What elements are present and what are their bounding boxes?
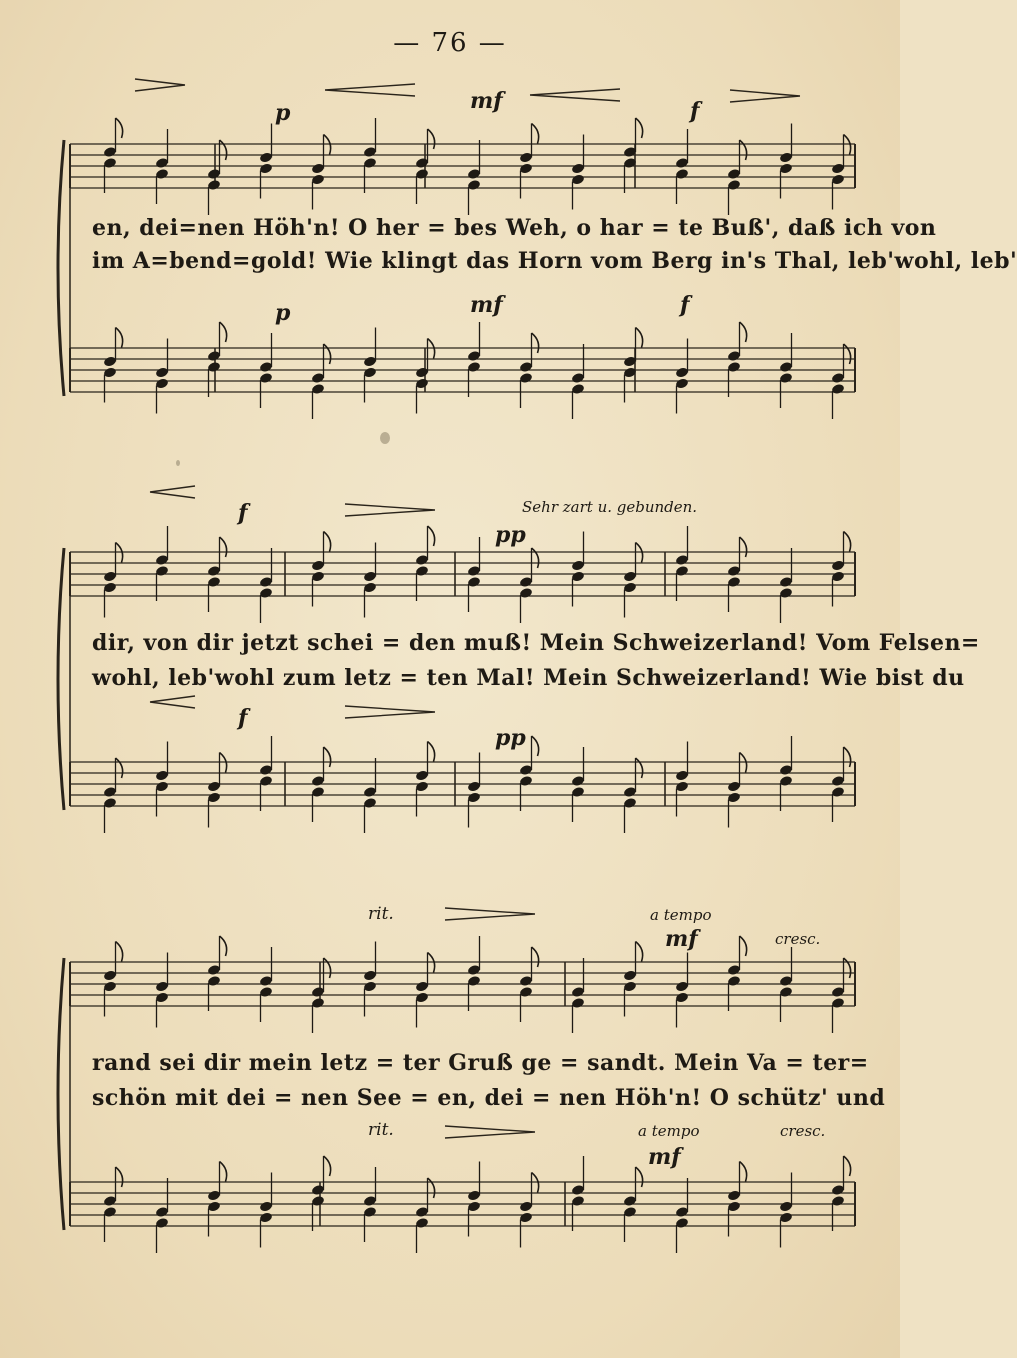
lyric-line-1: rand sei dir mein letz = ter Gruß ge = sandt. Mein Va = ter= [92, 1050, 869, 1076]
paper-stain [380, 432, 390, 444]
staff-2-1 [70, 1156, 855, 1253]
dynamic-mark: pp [495, 522, 526, 548]
lyric-line-1: en, dei=nen Höh'n! O her = bes Weh, o har = te Buß', daß ich von [92, 215, 937, 241]
note-flag [532, 947, 539, 967]
dynamic-mark: mf [470, 292, 503, 318]
staff-2-0 [70, 936, 855, 1033]
note-flag [324, 747, 331, 767]
note-flag [844, 1156, 851, 1176]
crescendo-hairpin [325, 84, 415, 96]
tempo-marking: cresc. [780, 1122, 826, 1140]
crescendo-hairpin [530, 89, 620, 101]
tempo-marking: cresc. [775, 930, 821, 948]
note-flag [428, 1178, 435, 1198]
music-system-1 [50, 70, 1017, 420]
note-flag [220, 936, 227, 956]
paper-stain [176, 460, 180, 466]
system-brace [58, 958, 64, 1230]
note-flag [116, 1167, 123, 1187]
tempo-marking: a tempo [650, 906, 712, 924]
dynamic-mark: mf [665, 926, 698, 952]
music-system-2 [50, 480, 980, 840]
note-flag [116, 118, 123, 138]
staff-0-0 [70, 118, 855, 215]
note-flag [220, 1162, 227, 1182]
crescendo-hairpin [150, 486, 195, 498]
note-flag [220, 140, 227, 160]
note-flag [324, 958, 331, 978]
dynamic-mark: f [238, 705, 248, 731]
note-flag [428, 129, 435, 149]
page-number: — 76 — [393, 28, 507, 58]
note-flag [116, 758, 123, 778]
note-flag [636, 1167, 643, 1187]
note-flag [220, 322, 227, 342]
lyric-line-2: wohl, leb'wohl zum letz = ten Mal! Mein Schweizerland! Wie bist du [92, 665, 965, 691]
staff-drawing [50, 480, 980, 840]
crescendo-hairpin [150, 696, 195, 708]
decrescendo-hairpin [730, 90, 800, 102]
note-flag [116, 942, 123, 962]
note-flag [844, 958, 851, 978]
tempo-marking: Sehr zart u. gebunden. [522, 498, 698, 516]
note-flag [844, 532, 851, 552]
dynamic-mark: f [690, 98, 700, 124]
note-flag [740, 537, 747, 557]
note-flag [428, 526, 435, 546]
dynamic-mark: p [275, 100, 291, 126]
note-flag [636, 758, 643, 778]
dynamic-mark: f [680, 292, 690, 318]
decrescendo-hairpin [345, 706, 435, 718]
note-flag [844, 747, 851, 767]
lyric-line-2: im A=bend=gold! Wie klingt das Horn vom Berg in's Thal, leb'wohl, leb' [92, 248, 1017, 274]
dynamic-mark: p [275, 300, 291, 326]
dynamic-mark: mf [470, 88, 503, 114]
music-system-3 [50, 900, 886, 1280]
lyric-line-2: schön mit dei = nen See = en, dei = nen Höh'n! O schütz' und [92, 1085, 886, 1111]
note-flag [740, 140, 747, 160]
note-flag [636, 328, 643, 348]
staff-0-1 [70, 322, 855, 419]
tempo-marking: a tempo [638, 1122, 700, 1140]
dynamic-mark: mf [648, 1144, 681, 1170]
dynamic-mark: f [238, 500, 248, 526]
note-flag [740, 322, 747, 342]
note-flag [532, 736, 539, 756]
note-flag [636, 942, 643, 962]
decrescendo-hairpin [345, 504, 435, 516]
system-brace [58, 548, 64, 810]
tempo-marking: rit. [368, 904, 394, 924]
decrescendo-hairpin [135, 79, 185, 91]
note-flag [324, 1156, 331, 1176]
note-flag [428, 742, 435, 762]
note-flag [844, 344, 851, 364]
system-brace [58, 140, 64, 396]
staff-1-1 [70, 736, 855, 833]
note-flag [324, 532, 331, 552]
note-flag [532, 548, 539, 568]
tempo-marking: rit. [368, 1120, 394, 1140]
note-flag [324, 344, 331, 364]
note-flag [220, 537, 227, 557]
note-flag [740, 1162, 747, 1182]
decrescendo-hairpin [445, 908, 535, 920]
note-flag [532, 333, 539, 353]
note-flag [116, 328, 123, 348]
note-flag [532, 124, 539, 144]
decrescendo-hairpin [445, 1126, 535, 1138]
lyric-line-1: dir, von dir jetzt schei = den muß! Mein Schweizerland! Vom Felsen= [92, 630, 980, 656]
note-flag [636, 118, 643, 138]
note-flag [740, 936, 747, 956]
staff-drawing [50, 70, 1017, 420]
staff-1-0 [70, 526, 855, 623]
dynamic-mark: pp [495, 725, 526, 751]
